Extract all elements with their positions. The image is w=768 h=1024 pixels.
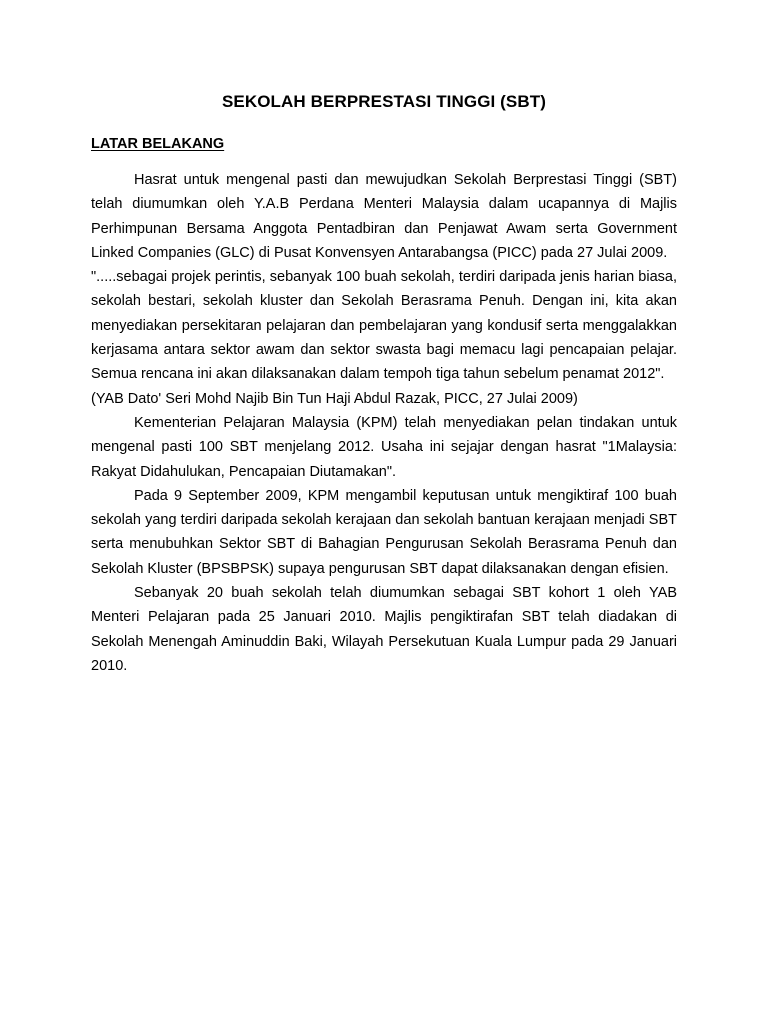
paragraph-kpm-decision: Pada 9 September 2009, KPM mengambil keputusan untuk mengiktiraf 100 buah sekolah yang terdiri daripada sekolah kerajaan dan sekolah bantuan kerajaan menjadi SBT serta menubuhkan Sektor SBT di Bahagian Pengurusan Sekolah Berasrama Penuh dan Sekolah Kluster (BPSBPSK) supaya pengurusan SBT dapat dilaksanakan dengan efisien. (91, 487, 677, 577)
document-title: SEKOLAH BERPRESTASI TINGGI (SBT) (221, 92, 546, 111)
paragraph-cohort-announcement: Sebanyak 20 buah sekolah telah diumumkan sebagai SBT kohort 1 oleh YAB Menteri Pelajaran pada 25 Januari 2010. Majlis pengiktirafan SBT telah diadakan di Sekolah Menengah Aminuddin Baki, Wilayah Persekutuan Kuala Lumpur pada 29 Januari 2010. (91, 585, 677, 674)
paragraph-kpm-plan: Kementerian Pelajaran Malaysia (KPM) telah menyediakan pelan tindakan untuk mengenal pasti 100 SBT menjelang 2012. Usaha ini sejajar dengan hasrat "1Malaysia: Rakyat Didahulukan, Pencapaian Diutamakan". (91, 414, 677, 480)
paragraph-background-intro: Hasrat untuk mengenal pasti dan mewujudkan Sekolah Berprestasi Tinggi (SBT) telah diumumkan oleh Y.A.B Perdana Menteri Malaysia dalam ucapannya di Majlis Perhimpunan Bersama Anggota Pentadbiran dan Penjawat Awam serta Government Linked Companies (GLC) di Pusat Konvensyen Antarabangsa (PICC) pada 27 Julai 2009. (91, 172, 677, 261)
document-page (91, 88, 677, 678)
paragraph-speech-quote: ".....sebagai projek perintis, sebanyak 100 buah sekolah, terdiri daripada jenis harian biasa, sekolah bestari, sekolah kluster dan Sekolah Berasrama Penuh. Dengan ini, kita akan menyediakan persekitaran pelajaran dan pembelajaran yang kondusif serta menggalakkan kerjasama antara sektor awam dan sektor swasta bagi memacu lagi pencapaian pelajar. Semua rencana ini akan dilaksanakan dalam tempoh tiga tahun sebelum penamat 2012". (91, 269, 677, 383)
section-heading: LATAR BELAKANG (91, 136, 225, 152)
paragraph-quote-attribution: (YAB Dato' Seri Mohd Najib Bin Tun Haji Abdul Razak, PICC, 27 Julai 2009) (91, 390, 578, 407)
